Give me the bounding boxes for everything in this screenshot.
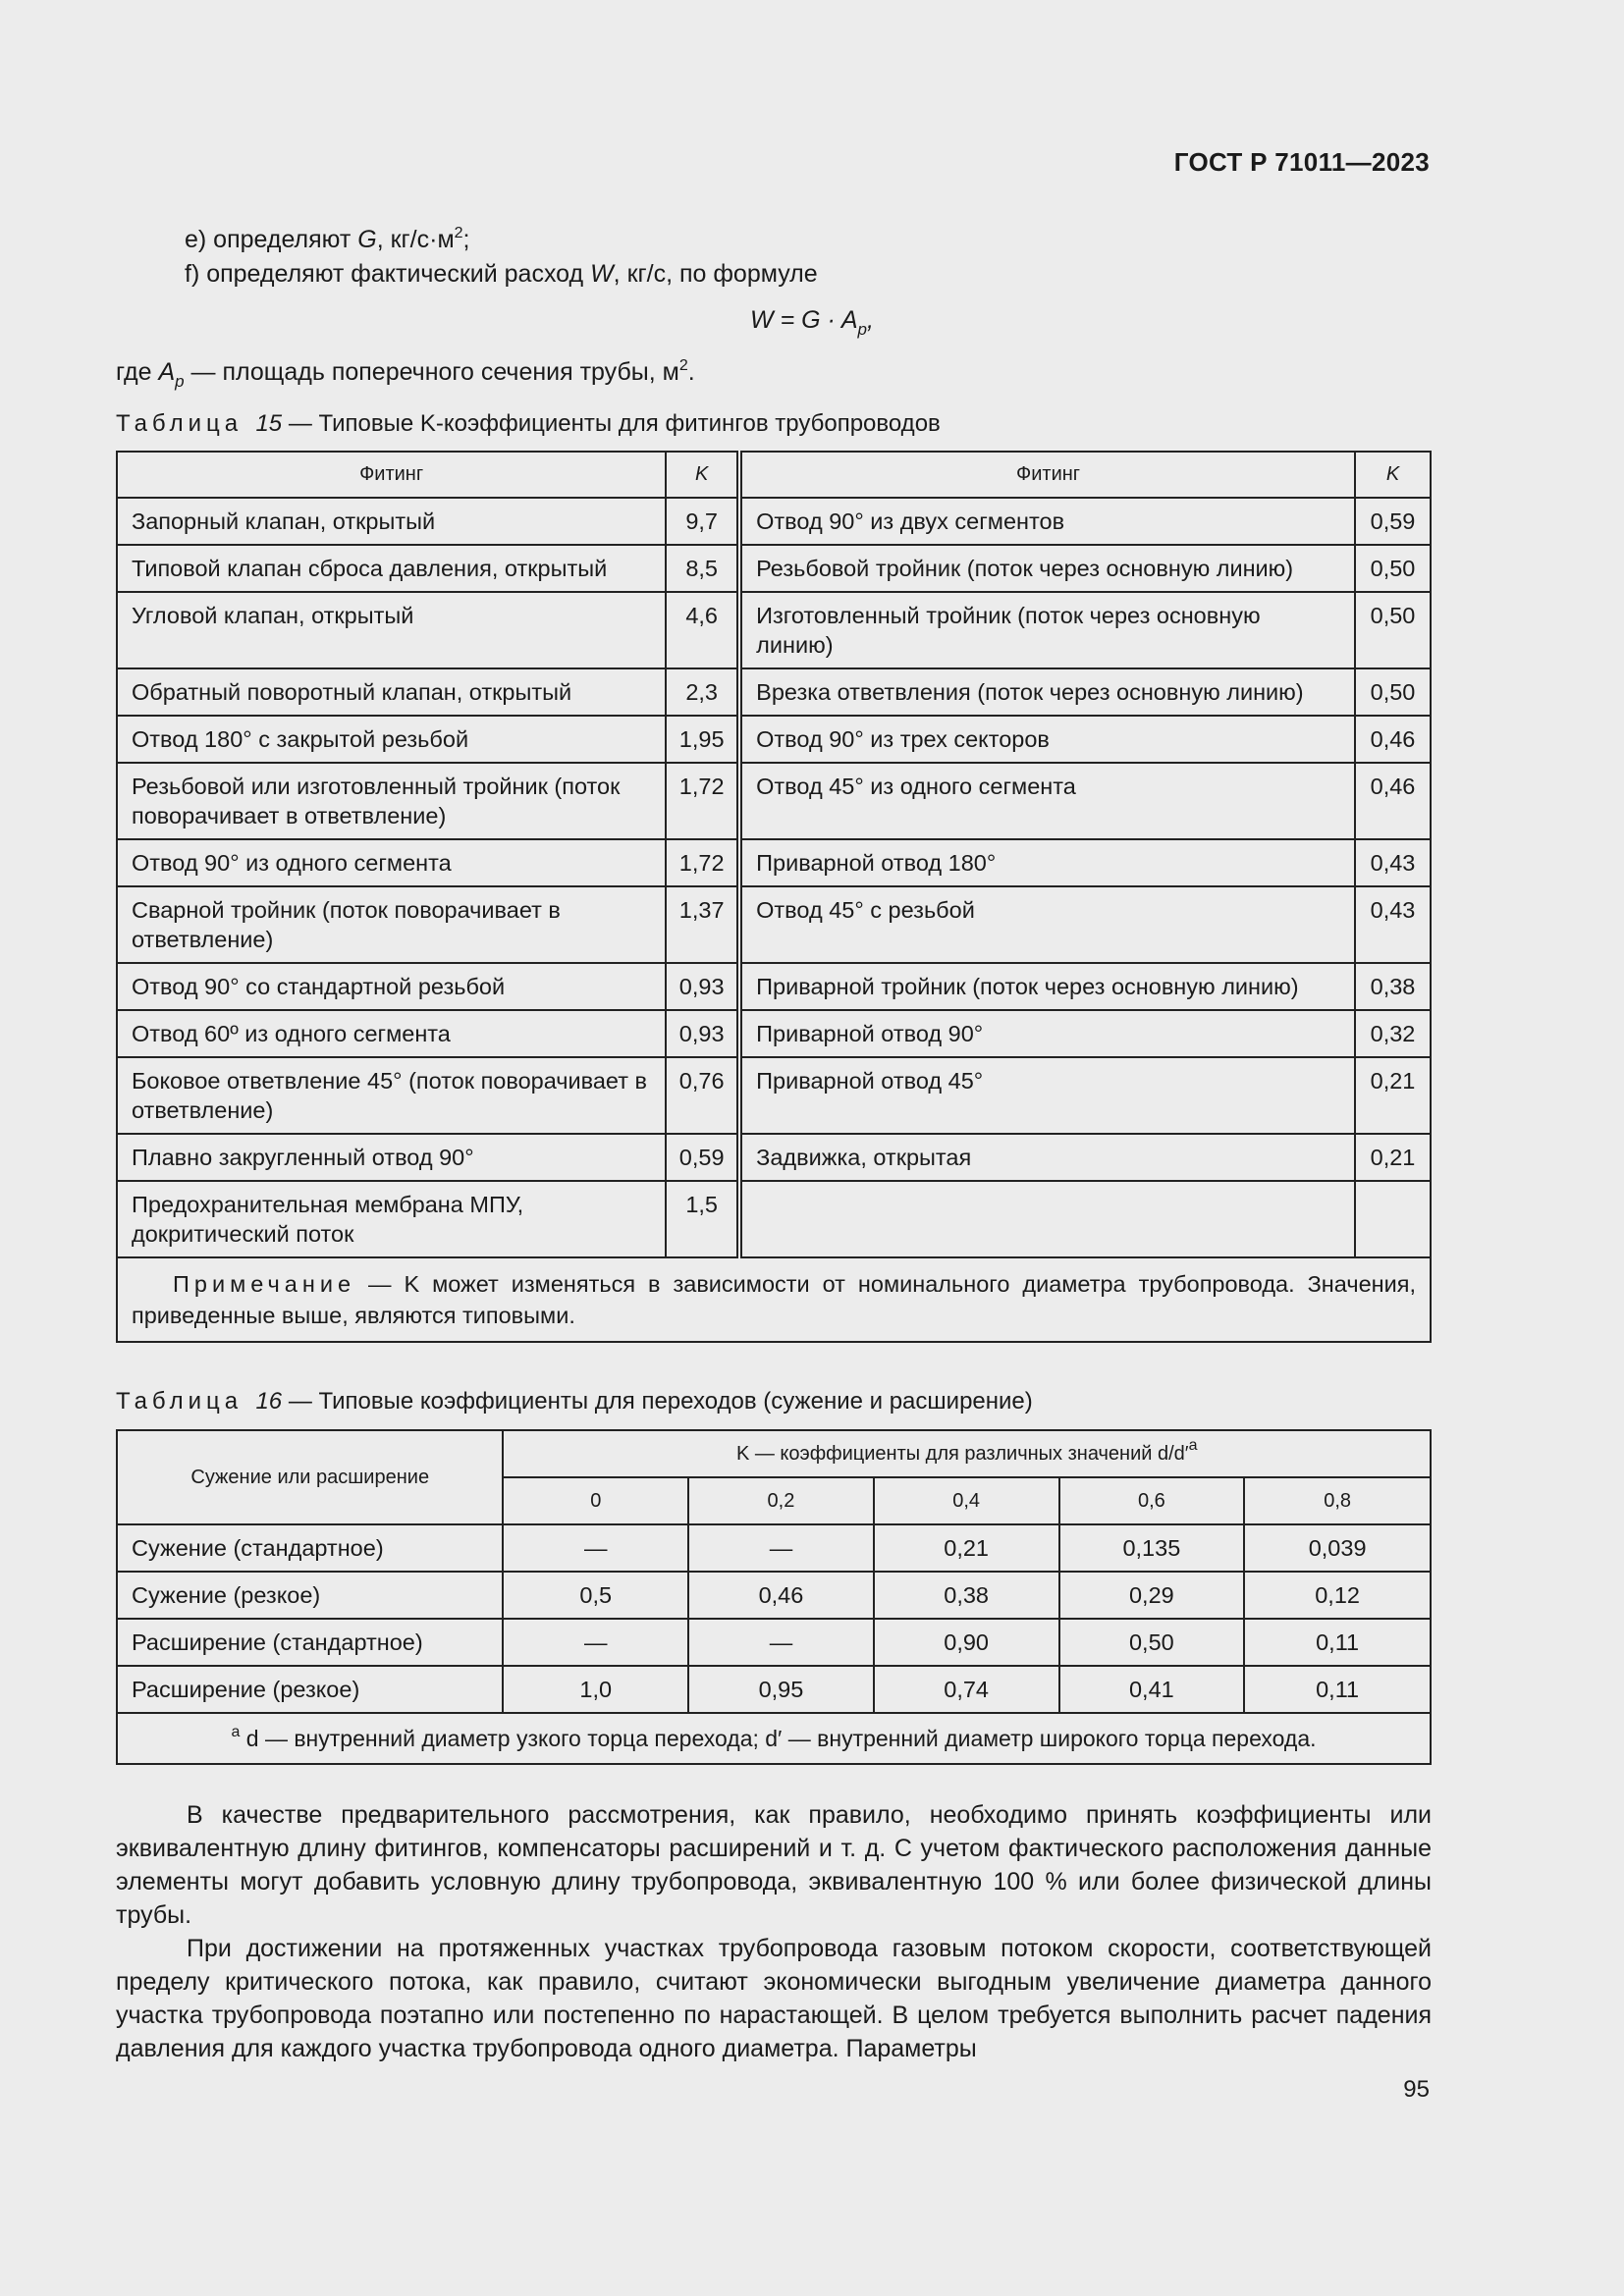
fitting-cell: Приварной отвод 45° — [739, 1057, 1355, 1134]
k-value-cell: 0,93 — [666, 1010, 739, 1057]
table-row — [117, 1666, 1431, 1713]
table-row — [117, 498, 1431, 545]
fitting-cell: Сварной тройник (поток поворачивает в ответвление) — [117, 886, 666, 963]
table-row — [117, 1181, 1431, 1257]
k-value-cell: 0,74 — [874, 1666, 1059, 1713]
table-note-row — [117, 1257, 1431, 1342]
k-value-cell: 1,5 — [666, 1181, 739, 1257]
fitting-cell: Изготовленный тройник (поток через основную линию) — [739, 592, 1355, 668]
k-value-cell — [1355, 1181, 1431, 1257]
ratio-header: 0,2 — [688, 1477, 874, 1524]
table-footnote: $^a$ d — внутренний диаметр узкого торца перехода; d′ — внутренний диаметр широкого торца перехода. — [117, 1713, 1431, 1764]
fitting-cell: Отвод 180° с закрытой резьбой — [117, 716, 666, 763]
k-value-cell: 0,5 — [503, 1572, 688, 1619]
k-value-cell: 0,21 — [1355, 1134, 1431, 1181]
k-value-cell: 0,41 — [1059, 1666, 1245, 1713]
fitting-cell: Приварной отвод 90° — [739, 1010, 1355, 1057]
table-row — [117, 545, 1431, 592]
table-row — [117, 668, 1431, 716]
table-row — [117, 592, 1431, 668]
fitting-cell: Отвод 90° со стандартной резьбой — [117, 963, 666, 1010]
column-header: K — [666, 452, 739, 498]
ratio-header: 0,4 — [874, 1477, 1059, 1524]
k-value-cell: 0,039 — [1244, 1524, 1431, 1572]
table-row — [117, 839, 1431, 886]
k-value-cell: 0,32 — [1355, 1010, 1431, 1057]
k-value-cell: 0,46 — [1355, 763, 1431, 839]
ratio-header: 0 — [503, 1477, 688, 1524]
k-value-cell: — — [688, 1524, 874, 1572]
fitting-cell: Отвод 60º из одного сегмента — [117, 1010, 666, 1057]
k-value-cell: — — [503, 1619, 688, 1666]
fitting-cell: Обратный поворотный клапан, открытый — [117, 668, 666, 716]
column-header: Фитинг — [117, 452, 666, 498]
table16-caption: Таблица 16 — Типовые коэффициенты для переходов (сужение и расширение) — [116, 1388, 1033, 1415]
formula-explanation: где $A_p$ — площадь поперечного сечения трубы, $м^2$. — [116, 357, 695, 391]
k-value-cell: 0,50 — [1355, 545, 1431, 592]
k-value-cell: 0,43 — [1355, 839, 1431, 886]
transition-type-cell: Расширение (стандартное) — [117, 1619, 503, 1666]
table-row — [117, 716, 1431, 763]
k-value-cell: 0,21 — [1355, 1057, 1431, 1134]
k-value-cell: 0,59 — [666, 1134, 739, 1181]
ratio-header: 0,6 — [1059, 1477, 1245, 1524]
fitting-cell: Резьбовой тройник (поток через основную линию) — [739, 545, 1355, 592]
fitting-cell: Приварной тройник (поток через основную линию) — [739, 963, 1355, 1010]
transition-type-cell: Сужение (стандартное) — [117, 1524, 503, 1572]
k-value-cell: 0,46 — [688, 1572, 874, 1619]
fitting-cell: Приварной отвод 180° — [739, 839, 1355, 886]
fitting-cell: Отвод 90° из одного сегмента — [117, 839, 666, 886]
fitting-cell: Отвод 90° из трех секторов — [739, 716, 1355, 763]
k-value-cell: 0,50 — [1355, 592, 1431, 668]
list-item-e: е) определяют G, $кг/с\cdot м^2$; — [185, 225, 470, 253]
fitting-cell: Отвод 45° из одного сегмента — [739, 763, 1355, 839]
ratio-header: 0,8 — [1244, 1477, 1431, 1524]
fitting-cell — [739, 1181, 1355, 1257]
table-header-row — [117, 452, 1431, 498]
fitting-cell: Запорный клапан, открытый — [117, 498, 666, 545]
group-header: K — коэффициенты для различных значений $d/d'^a$ — [503, 1430, 1431, 1477]
fitting-cell: Задвижка, открытая — [739, 1134, 1355, 1181]
table-row — [117, 1010, 1431, 1057]
table-row — [117, 1134, 1431, 1181]
table-row — [117, 963, 1431, 1010]
k-value-cell: 1,72 — [666, 763, 739, 839]
fitting-cell: Отвод 45° с резьбой — [739, 886, 1355, 963]
table-note: Примечание — K может изменяться в зависимости от номинального диаметра трубопровода. Значения, приведенные выше, являются типовыми. — [117, 1257, 1431, 1342]
table-row — [117, 1619, 1431, 1666]
k-value-cell: 8,5 — [666, 545, 739, 592]
fitting-cell: Боковое ответвление 45° (поток поворачивает в ответвление) — [117, 1057, 666, 1134]
k-value-cell: 1,37 — [666, 886, 739, 963]
table-row — [117, 886, 1431, 963]
fitting-cell: Отвод 90° из двух сегментов — [739, 498, 1355, 545]
fitting-cell: Резьбовой или изготовленный тройник (поток поворачивает в ответвление) — [117, 763, 666, 839]
table-row — [117, 1524, 1431, 1572]
k-value-cell: — — [688, 1619, 874, 1666]
table15-caption: Таблица 15 — Типовые K-коэффициенты для фитингов трубопроводов — [116, 410, 941, 437]
transitions-k-table — [116, 1429, 1432, 1765]
k-value-cell: 0,76 — [666, 1057, 739, 1134]
k-value-cell: 0,38 — [1355, 963, 1431, 1010]
table-footnote-row — [117, 1713, 1431, 1764]
table-row — [117, 1572, 1431, 1619]
k-value-cell: 0,38 — [874, 1572, 1059, 1619]
k-value-cell: 0,90 — [874, 1619, 1059, 1666]
table-header-row — [117, 1430, 1431, 1477]
transition-type-cell: Сужение (резкое) — [117, 1572, 503, 1619]
k-value-cell: 1,95 — [666, 716, 739, 763]
k-value-cell: 0,43 — [1355, 886, 1431, 963]
k-value-cell: 1,0 — [503, 1666, 688, 1713]
k-value-cell: 0,11 — [1244, 1619, 1431, 1666]
k-value-cell: 2,3 — [666, 668, 739, 716]
paragraph-1: В качестве предварительного рассмотрения, как правило, необходимо принять коэффициенты или эквивалентную длину фитингов, компенсаторы расширений и т. д. С учетом фактического расположения данные элементы могут добавить условную длину трубопровода, эквивалентную 100 % или более физической длины трубы. — [116, 1801, 1432, 1929]
fitting-cell: Врезка ответвления (поток через основную линию) — [739, 668, 1355, 716]
table-row — [117, 763, 1431, 839]
k-value-cell: 9,7 — [666, 498, 739, 545]
column-header: Фитинг — [739, 452, 1355, 498]
k-value-cell: 0,12 — [1244, 1572, 1431, 1619]
column-header: Сужение или расширение — [117, 1430, 503, 1524]
table-row — [117, 1057, 1431, 1134]
fitting-cell: Предохранительная мембрана МПУ, докритический поток — [117, 1181, 666, 1257]
paragraph-2: При достижении на протяженных участках трубопровода газовым потоком скорости, соответствующей пределу критического потока, как правило, считают экономически выгодным увеличение диаметра данного участка трубопровода поэтапно или постепенно по нарастающей. В целом требуется выполнить расчет падения давления для каждого участка трубопровода одного диаметра. Параметры — [116, 1935, 1432, 2062]
column-header: K — [1355, 452, 1431, 498]
k-value-cell: 1,72 — [666, 839, 739, 886]
k-value-cell: 0,93 — [666, 963, 739, 1010]
transition-type-cell: Расширение (резкое) — [117, 1666, 503, 1713]
fitting-cell: Типовой клапан сброса давления, открытый — [117, 545, 666, 592]
k-value-cell: 0,95 — [688, 1666, 874, 1713]
k-value-cell: 0,59 — [1355, 498, 1431, 545]
fitting-cell: Плавно закругленный отвод 90° — [117, 1134, 666, 1181]
page-number: 95 — [1403, 2076, 1430, 2103]
k-value-cell: 4,6 — [666, 592, 739, 668]
k-value-cell: 0,50 — [1355, 668, 1431, 716]
k-value-cell: 0,50 — [1059, 1619, 1245, 1666]
k-value-cell: 0,11 — [1244, 1666, 1431, 1713]
k-value-cell: 0,29 — [1059, 1572, 1245, 1619]
k-value-cell: — — [503, 1524, 688, 1572]
k-value-cell: 0,135 — [1059, 1524, 1245, 1572]
list-item-f: f) определяют фактический расход W, кг/с, по формуле — [185, 260, 818, 288]
fittings-k-table — [116, 451, 1432, 1343]
k-value-cell: 0,21 — [874, 1524, 1059, 1572]
fitting-cell: Угловой клапан, открытый — [117, 592, 666, 668]
formula: $W = G \cdot A_p$, — [750, 306, 874, 339]
document-code: ГОСТ Р 71011—2023 — [1173, 147, 1430, 177]
k-value-cell: 0,46 — [1355, 716, 1431, 763]
